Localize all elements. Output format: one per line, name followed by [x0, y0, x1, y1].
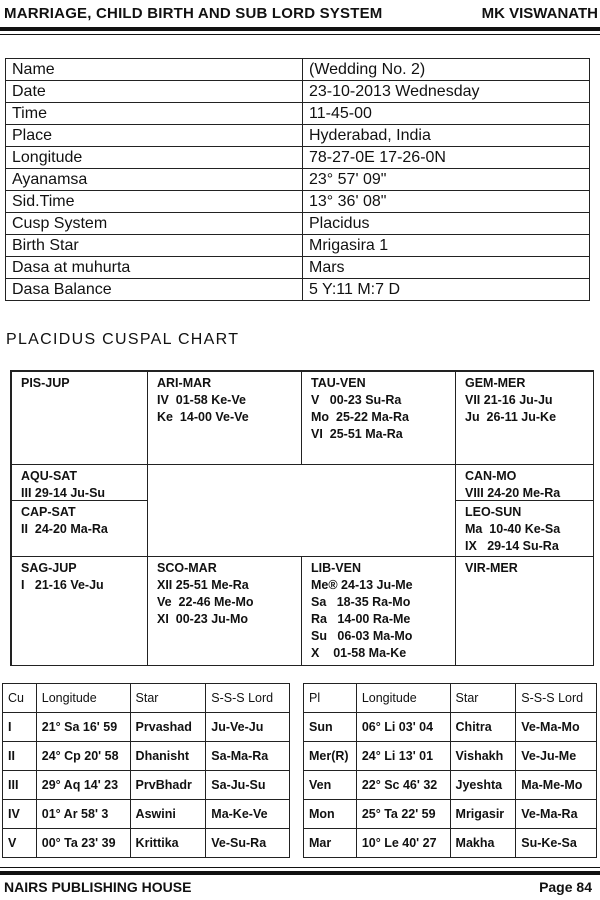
chart-sign-label: CAP-SAT	[21, 505, 76, 519]
table-row	[3, 829, 290, 858]
table-row	[3, 713, 290, 742]
table-cell: 21° Sa 16' 59	[36, 713, 130, 742]
table-cell: V	[3, 829, 37, 858]
chart-entry: Ra 14-00 Ra-Me	[311, 612, 411, 626]
table-cell: Jyeshta	[450, 771, 516, 800]
info-row	[6, 169, 590, 191]
chart-cell-sag	[11, 556, 148, 666]
column-header: Longitude	[356, 684, 450, 713]
chart-entry: Me® 24-13 Ju-Me	[311, 578, 413, 592]
chart-cell-lib	[301, 556, 456, 666]
chart-sign-label: PIS-JUP	[21, 376, 70, 390]
table-cell: 01° Ar 58' 3	[36, 800, 130, 829]
info-row	[6, 125, 590, 147]
table-cell: Ve-Ma-Mo	[516, 713, 597, 742]
chart-entry: Ve 22-46 Me-Mo	[157, 595, 254, 609]
column-header: Cu	[3, 684, 37, 713]
column-header: Pl	[304, 684, 357, 713]
chart-heading: PLACIDUS CUSPAL CHART	[6, 331, 240, 348]
info-value: Mars	[303, 257, 590, 279]
table-row	[304, 742, 597, 771]
chart-entry: Ju 26-11 Ju-Ke	[465, 410, 557, 424]
table-cell: Ma-Me-Mo	[516, 771, 597, 800]
table-cell: Ma-Ke-Ve	[206, 800, 290, 829]
table-cell: Dhanisht	[130, 742, 206, 771]
chart-sign-label: AQU-SAT	[21, 469, 78, 483]
table-row	[304, 800, 597, 829]
table-cell: Ve-Ma-Ra	[516, 800, 597, 829]
table-cell: Mer(R)	[304, 742, 357, 771]
chart-entry: Ma 10-40 Ke-Sa	[465, 522, 561, 536]
table-cell: Prvashad	[130, 713, 206, 742]
cusp-table	[2, 683, 290, 858]
table-cell: I	[3, 713, 37, 742]
info-label: Ayanamsa	[6, 169, 303, 191]
table-cell: Krittika	[130, 829, 206, 858]
chart-entry: Mo 25-22 Ma-Ra	[311, 410, 409, 424]
chart-entry: I 21-16 Ve-Ju	[21, 578, 104, 592]
table-cell: Mon	[304, 800, 357, 829]
table-cell: Sa-Ju-Su	[206, 771, 290, 800]
chart-cell-sco	[147, 556, 302, 666]
info-row	[6, 257, 590, 279]
chart-cell-leo	[455, 500, 594, 557]
table-cell: Mar	[304, 829, 357, 858]
table-cell: Ju-Ve-Ju	[206, 713, 290, 742]
info-row	[6, 191, 590, 213]
footer-rule	[0, 871, 600, 875]
table-row	[304, 771, 597, 800]
chart-entry: XI 00-23 Ju-Mo	[157, 612, 248, 626]
table-cell: 25° Ta 22' 59	[356, 800, 450, 829]
page-header-title: MARRIAGE, CHILD BIRTH AND SUB LORD SYSTEM	[4, 5, 383, 22]
footer-rule-thin	[0, 867, 600, 868]
header-rule-thin	[0, 34, 600, 35]
table-row	[304, 713, 597, 742]
info-row	[6, 279, 590, 301]
column-header: Longitude	[36, 684, 130, 713]
page-header-author: MK VISWANATH	[481, 5, 598, 22]
chart-entry: VI 25-51 Ma-Ra	[311, 427, 403, 441]
info-row	[6, 147, 590, 169]
chart-cell-aqu	[11, 464, 148, 501]
chart-entry: XII 25-51 Me-Ra	[157, 578, 249, 592]
chart-entry: VIII 24-20 Me-Ra	[465, 486, 561, 500]
placidus-cuspal-chart	[10, 370, 594, 666]
table-cell: 22° Sc 46' 32	[356, 771, 450, 800]
info-label: Place	[6, 125, 303, 147]
info-label: Dasa at muhurta	[6, 257, 303, 279]
chart-entry: Ke 14-00 Ve-Ve	[157, 410, 249, 424]
chart-entry: III 29-14 Ju-Su	[21, 486, 106, 500]
info-row	[6, 235, 590, 257]
chart-cell-can	[455, 464, 594, 501]
chart-sign-label: SCO-MAR	[157, 561, 217, 575]
footer-page-number: Page 84	[539, 879, 592, 895]
table-cell: Ve-Ju-Me	[516, 742, 597, 771]
chart-entry: X 01-58 Ma-Ke	[311, 646, 407, 660]
table-cell: Ven	[304, 771, 357, 800]
info-row	[6, 213, 590, 235]
info-label: Time	[6, 103, 303, 125]
chart-entry: IX 29-14 Su-Ra	[465, 539, 559, 553]
table-cell: Makha	[450, 829, 516, 858]
table-cell: PrvBhadr	[130, 771, 206, 800]
info-value: 13° 36' 08"	[303, 191, 590, 213]
column-header: S-S-S Lord	[206, 684, 290, 713]
column-header: Star	[130, 684, 206, 713]
info-value: Placidus	[303, 213, 590, 235]
chart-center	[147, 464, 456, 557]
chart-sign-label: LEO-SUN	[465, 505, 522, 519]
chart-sign-label: SAG-JUP	[21, 561, 77, 575]
table-cell: Aswini	[130, 800, 206, 829]
table-cell: II	[3, 742, 37, 771]
info-label: Cusp System	[6, 213, 303, 235]
info-value: 78-27-0E 17-26-0N	[303, 147, 590, 169]
table-cell: 24° Li 13' 01	[356, 742, 450, 771]
info-value: 11-45-00	[303, 103, 590, 125]
chart-sign-label: ARI-MAR	[157, 376, 212, 390]
table-row	[3, 742, 290, 771]
column-header: Star	[450, 684, 516, 713]
chart-cell-vir	[455, 556, 594, 666]
chart-sign-label: TAU-VEN	[311, 376, 366, 390]
table-cell: Vishakh	[450, 742, 516, 771]
table-cell: Mrigasir	[450, 800, 516, 829]
table-cell: 06° Li 03' 04	[356, 713, 450, 742]
table-cell: 00° Ta 23' 39	[36, 829, 130, 858]
table-cell: 24° Cp 20' 58	[36, 742, 130, 771]
chart-entry: II 24-20 Ma-Ra	[21, 522, 108, 536]
table-cell: Sun	[304, 713, 357, 742]
table-cell: Ve-Su-Ra	[206, 829, 290, 858]
chart-entry: Sa 18-35 Ra-Mo	[311, 595, 411, 609]
table-row	[3, 771, 290, 800]
chart-cell-tau	[301, 371, 456, 465]
table-row	[3, 800, 290, 829]
info-row	[6, 81, 590, 103]
table-cell: III	[3, 771, 37, 800]
info-row	[6, 103, 590, 125]
chart-sign-label: CAN-MO	[465, 469, 517, 483]
table-cell: Sa-Ma-Ra	[206, 742, 290, 771]
chart-cell-pis	[11, 371, 148, 465]
chart-entry: V 00-23 Su-Ra	[311, 393, 402, 407]
footer-publisher: NAIRS PUBLISHING HOUSE	[4, 879, 192, 895]
chart-sign-label: LIB-VEN	[311, 561, 361, 575]
table-cell: Chitra	[450, 713, 516, 742]
info-label: Longitude	[6, 147, 303, 169]
info-value: 23-10-2013 Wednesday	[303, 81, 590, 103]
info-value: (Wedding No. 2)	[303, 59, 590, 81]
chart-cell-ari	[147, 371, 302, 465]
table-cell: 29° Aq 14' 23	[36, 771, 130, 800]
chart-entry: IV 01-58 Ke-Ve	[157, 393, 246, 407]
info-label: Dasa Balance	[6, 279, 303, 301]
info-row	[6, 59, 590, 81]
chart-cell-cap	[11, 500, 148, 557]
chart-sign-label: VIR-MER	[465, 561, 518, 575]
planet-table	[303, 683, 597, 858]
table-header-row	[3, 684, 290, 713]
header-rule	[0, 27, 600, 31]
chart-cell-gem	[455, 371, 594, 465]
table-row	[304, 829, 597, 858]
info-label: Sid.Time	[6, 191, 303, 213]
table-cell: 10° Le 40' 27	[356, 829, 450, 858]
info-value: 5 Y:11 M:7 D	[303, 279, 590, 301]
chart-entry: VII 21-16 Ju-Ju	[465, 393, 553, 407]
info-value: Mrigasira 1	[303, 235, 590, 257]
info-value: Hyderabad, India	[303, 125, 590, 147]
info-label: Name	[6, 59, 303, 81]
column-header: S-S-S Lord	[516, 684, 597, 713]
info-label: Birth Star	[6, 235, 303, 257]
info-label: Date	[6, 81, 303, 103]
table-cell: IV	[3, 800, 37, 829]
table-header-row	[304, 684, 597, 713]
info-value: 23° 57' 09"	[303, 169, 590, 191]
chart-entry: Su 06-03 Ma-Mo	[311, 629, 413, 643]
table-cell: Su-Ke-Sa	[516, 829, 597, 858]
chart-sign-label: GEM-MER	[465, 376, 526, 390]
muhurta-details-table	[5, 58, 590, 301]
